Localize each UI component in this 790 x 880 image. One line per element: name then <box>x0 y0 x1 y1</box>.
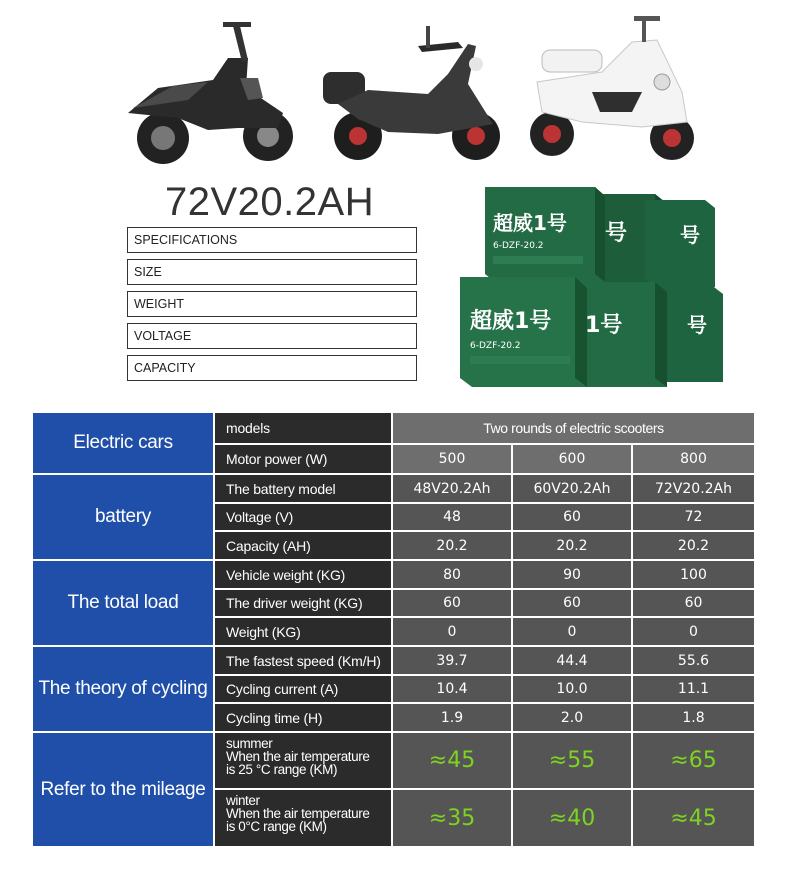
vehicle-weight-cell: 80 <box>393 561 511 588</box>
capacity-cell: 20.2 <box>513 532 631 559</box>
row-label-winter-mileage <box>215 790 391 846</box>
battery-brand-label: 超威1号 <box>493 211 567 235</box>
spec-label: VOLTAGE <box>134 329 192 343</box>
tricycle-scooter-image <box>522 12 697 167</box>
cycling-current-cell: 11.1 <box>633 676 754 702</box>
summer-mileage-cell: ≈55 <box>513 733 631 788</box>
row-label-driver-weight: The driver weight (KG) <box>215 590 391 616</box>
row-label-capacity: Capacity (AH) <box>215 532 391 559</box>
spec-table <box>33 413 754 846</box>
spec-row-voltage <box>127 323 417 349</box>
winter-condition-line1: When the air temperature <box>226 806 370 821</box>
motor-power-800w: 800 <box>633 445 754 473</box>
driver-weight-cell: 60 <box>393 590 511 616</box>
battery-model-cell: 72V20.2Ah <box>633 475 754 502</box>
spec-row-capacity <box>127 355 417 381</box>
spec-row-weight <box>127 291 417 317</box>
category-battery: battery <box>33 475 213 559</box>
spec-row-specifications <box>127 227 417 253</box>
winter-mileage-cell: ≈45 <box>633 790 754 846</box>
row-label-battery-model: The battery model <box>215 475 391 502</box>
battery-pack-image <box>455 182 730 392</box>
cycling-current-cell: 10.0 <box>513 676 631 702</box>
motor-power-600w: 600 <box>513 445 631 473</box>
fastest-speed-cell: 44.4 <box>513 647 631 674</box>
category-theory-of-cycling: The theory of cycling <box>33 647 213 731</box>
svg-text:超威1号: 超威1号 <box>470 309 552 334</box>
winter-mileage-cell: ≈40 <box>513 790 631 846</box>
black-scooter-image <box>118 18 303 168</box>
capacity-cell: 20.2 <box>633 532 754 559</box>
spec-label: CAPACITY <box>134 361 196 375</box>
driver-weight-cell: 60 <box>633 590 754 616</box>
driver-weight-cell: 60 <box>513 590 631 616</box>
winter-mileage-cell: ≈35 <box>393 790 511 846</box>
season-winter: winter <box>226 793 260 808</box>
category-total-load: The total load <box>33 561 213 645</box>
season-summer: summer <box>226 736 273 751</box>
summer-mileage-cell: ≈45 <box>393 733 511 788</box>
summer-condition-line2: is 25 °C range (KM) <box>226 762 338 777</box>
voltage-cell: 48 <box>393 504 511 530</box>
spec-label: SIZE <box>134 265 162 279</box>
battery-model-cell: 48V20.2Ah <box>393 475 511 502</box>
spec-value: 20.2AH <box>278 360 330 376</box>
battery-model-label: 6-DZF-20.2 <box>493 241 544 251</box>
spec-value: 72V <box>288 328 316 344</box>
summer-mileage-cell: ≈65 <box>633 733 754 788</box>
row-label-cycling-current: Cycling current (A) <box>215 676 391 702</box>
category-reference-mileage: Refer to the mileage <box>33 733 213 846</box>
cycling-time-cell: 1.9 <box>393 704 511 731</box>
weight-cell: 0 <box>513 618 631 645</box>
motor-power-500w: 500 <box>393 445 511 473</box>
spec-value: 6-DZF-20.2 * 6 PCS <box>238 232 373 248</box>
row-label-vehicle-weight: Vehicle weight (KG) <box>215 561 391 588</box>
cycling-time-cell: 1.8 <box>633 704 754 731</box>
fastest-speed-cell: 39.7 <box>393 647 511 674</box>
weight-cell: 0 <box>393 618 511 645</box>
svg-text:号: 号 <box>605 221 628 246</box>
svg-text:1号: 1号 <box>585 313 623 338</box>
spec-row-size <box>127 259 423 285</box>
headline-battery-spec: 72V20.2AH <box>165 180 375 224</box>
summer-condition-line1: When the air temperature <box>226 749 370 764</box>
spec-label: SPECIFICATIONS <box>134 233 238 247</box>
row-label-voltage: Voltage (V) <box>215 504 391 530</box>
cycling-current-cell: 10.4 <box>393 676 511 702</box>
battery-model-cell: 60V20.2Ah <box>513 475 631 502</box>
voltage-cell: 72 <box>633 504 754 530</box>
svg-text:号: 号 <box>687 313 707 337</box>
row-label-summer-mileage <box>215 733 391 788</box>
cycling-time-cell: 2.0 <box>513 704 631 731</box>
header-models-value: Two rounds of electric scooters <box>393 413 754 443</box>
row-label-motor-power: Motor power (W) <box>215 445 391 473</box>
fastest-speed-cell: 55.6 <box>633 647 754 674</box>
capacity-cell: 20.2 <box>393 532 511 559</box>
header-models-label: models <box>215 413 391 443</box>
row-label-fastest-speed: The fastest speed (Km/H) <box>215 647 391 674</box>
vehicle-weight-cell: 90 <box>513 561 631 588</box>
svg-text:6-DZF-20.2: 6-DZF-20.2 <box>470 341 521 351</box>
svg-text:号: 号 <box>680 223 700 247</box>
vehicle-weight-cell: 100 <box>633 561 754 588</box>
spec-label: WEIGHT <box>134 297 184 311</box>
row-label-weight: Weight (KG) <box>215 618 391 645</box>
spec-value: 181*77*167±2mm（SINGLE） <box>210 265 423 281</box>
row-label-cycling-time: Cycling time (H) <box>215 704 391 731</box>
winter-condition-line2: is 0°C range (KM) <box>226 819 327 834</box>
voltage-cell: 60 <box>513 504 631 530</box>
category-electric-cars: Electric cars <box>33 413 213 473</box>
weight-cell: 0 <box>633 618 754 645</box>
spec-value: 6.0±0.2kg/ PCS <box>245 296 355 312</box>
retro-scooter-image <box>318 24 508 164</box>
